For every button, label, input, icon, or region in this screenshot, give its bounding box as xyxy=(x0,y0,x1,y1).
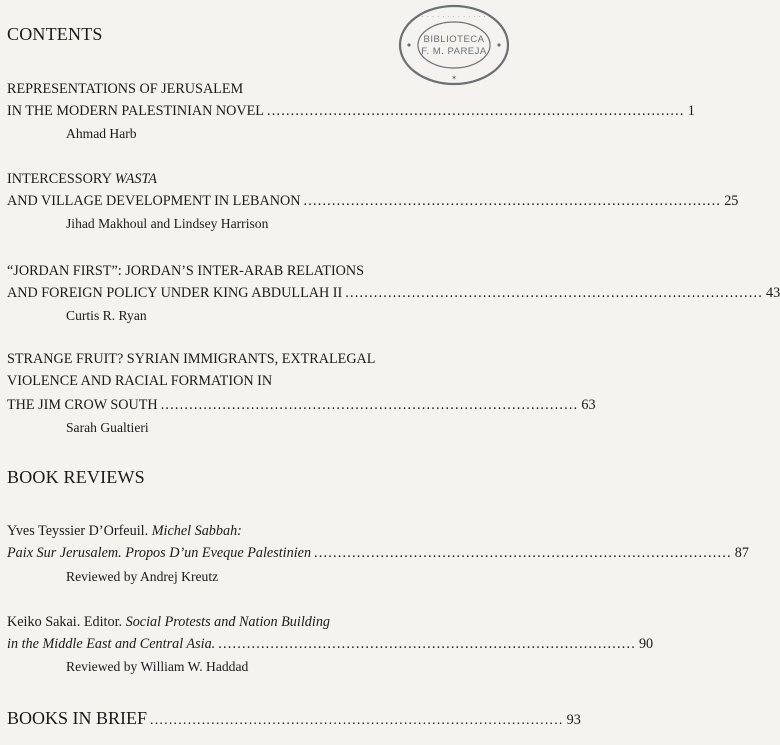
review-2-book-author: Keiko Sakai. Editor. xyxy=(7,614,126,630)
leader-dots: ........................................................................................ xyxy=(303,193,722,209)
review-1-title-line-1: Michel Sabbah: xyxy=(151,523,242,539)
review-1-reviewer: Reviewed by Andrej Kreutz xyxy=(66,569,219,584)
books-in-brief-page: 93 xyxy=(566,712,581,728)
review-2-title-line-2: in the Middle East and Central Asia. xyxy=(7,636,216,652)
article-2-title-line-1 xyxy=(7,170,531,188)
leader-dots: ........................................................................................ xyxy=(345,285,763,301)
article-3-title-line-2: AND FOREIGN POLICY UNDER KING ABDULLAH II xyxy=(7,285,343,301)
books-in-brief-heading: BOOKS IN BRIEF xyxy=(7,708,148,728)
books-in-brief-toc-entry[interactable] xyxy=(7,707,581,732)
review-2-reviewer: Reviewed by William W. Haddad xyxy=(66,659,249,674)
stamp-seal-icon xyxy=(398,4,510,86)
review-1-line-1 xyxy=(7,522,531,540)
article-4-title-line-2: VIOLENCE AND RACIAL FORMATION IN xyxy=(7,373,273,389)
article-3-toc-entry[interactable] xyxy=(7,284,780,302)
stamp-line-2: F. M. PAREJA xyxy=(421,46,487,57)
article-2-title-italic: WASTA xyxy=(114,171,157,187)
review-2-title-line-1: Social Protests and Nation Building xyxy=(125,614,331,630)
article-2-title-line-2: AND VILLAGE DEVELOPMENT IN LEBANON xyxy=(7,193,301,209)
review-1-page: 87 xyxy=(734,545,749,561)
stamp-line-1: BIBLIOTECA xyxy=(423,34,485,45)
article-1-toc-entry[interactable] xyxy=(7,102,695,120)
leader-dots: ........................................................................................ xyxy=(218,636,636,652)
article-4-title-line-1: STRANGE FRUIT? SYRIAN IMMIGRANTS, EXTRALEGAL xyxy=(7,351,376,367)
review-1-title-line-2: Paix Sur Jerusalem. Propos D’un Eveque Palestinien xyxy=(7,545,312,561)
article-3-author: Curtis R. Ryan xyxy=(66,308,147,323)
library-stamp xyxy=(398,4,510,86)
article-2-author: Jihad Makhoul and Lindsey Harrison xyxy=(66,216,269,231)
leader-dots: ........................................................................................ xyxy=(314,545,732,561)
article-4-page: 63 xyxy=(581,397,596,413)
article-4-title-line-3: THE JIM CROW SOUTH xyxy=(7,397,158,413)
article-4-toc-entry[interactable] xyxy=(7,396,596,414)
article-1-title-line-2: IN THE MODERN PALESTINIAN NOVEL xyxy=(7,103,264,119)
svg-text:✶: ✶ xyxy=(451,75,457,82)
svg-text:· · · · · · · · · · · · · · ·: · · · · · · · · · · · · · · · xyxy=(416,13,492,20)
book-reviews-heading: BOOK REVIEWS xyxy=(7,467,145,487)
article-2-toc-entry[interactable] xyxy=(7,192,739,210)
article-2-title-prefix: INTERCESSORY xyxy=(7,171,115,187)
review-1-book-author: Yves Teyssier D’Orfeuil. xyxy=(7,523,152,539)
article-1-title-line-1: REPRESENTATIONS OF JERUSALEM xyxy=(7,81,244,97)
contents-heading: CONTENTS xyxy=(7,24,103,44)
article-2-page: 25 xyxy=(724,193,739,209)
review-2-line-1 xyxy=(7,613,531,631)
leader-dots: ........................................................................................ xyxy=(160,397,579,413)
leader-dots: ........................................................................................ xyxy=(266,103,685,119)
article-3-page: 43 xyxy=(765,285,780,301)
article-4-author: Sarah Gualtieri xyxy=(66,420,149,435)
review-2-page: 90 xyxy=(638,636,654,652)
review-2-toc-entry[interactable] xyxy=(7,635,654,653)
review-1-toc-entry[interactable] xyxy=(7,544,749,562)
article-3-title-line-1: “JORDAN FIRST”: JORDAN’S INTER-ARAB RELATIONS xyxy=(7,263,365,279)
article-1-author: Ahmad Harb xyxy=(66,126,137,141)
article-1-page: 1 xyxy=(687,103,695,119)
leader-dots: ........................................................................................ xyxy=(150,713,564,728)
